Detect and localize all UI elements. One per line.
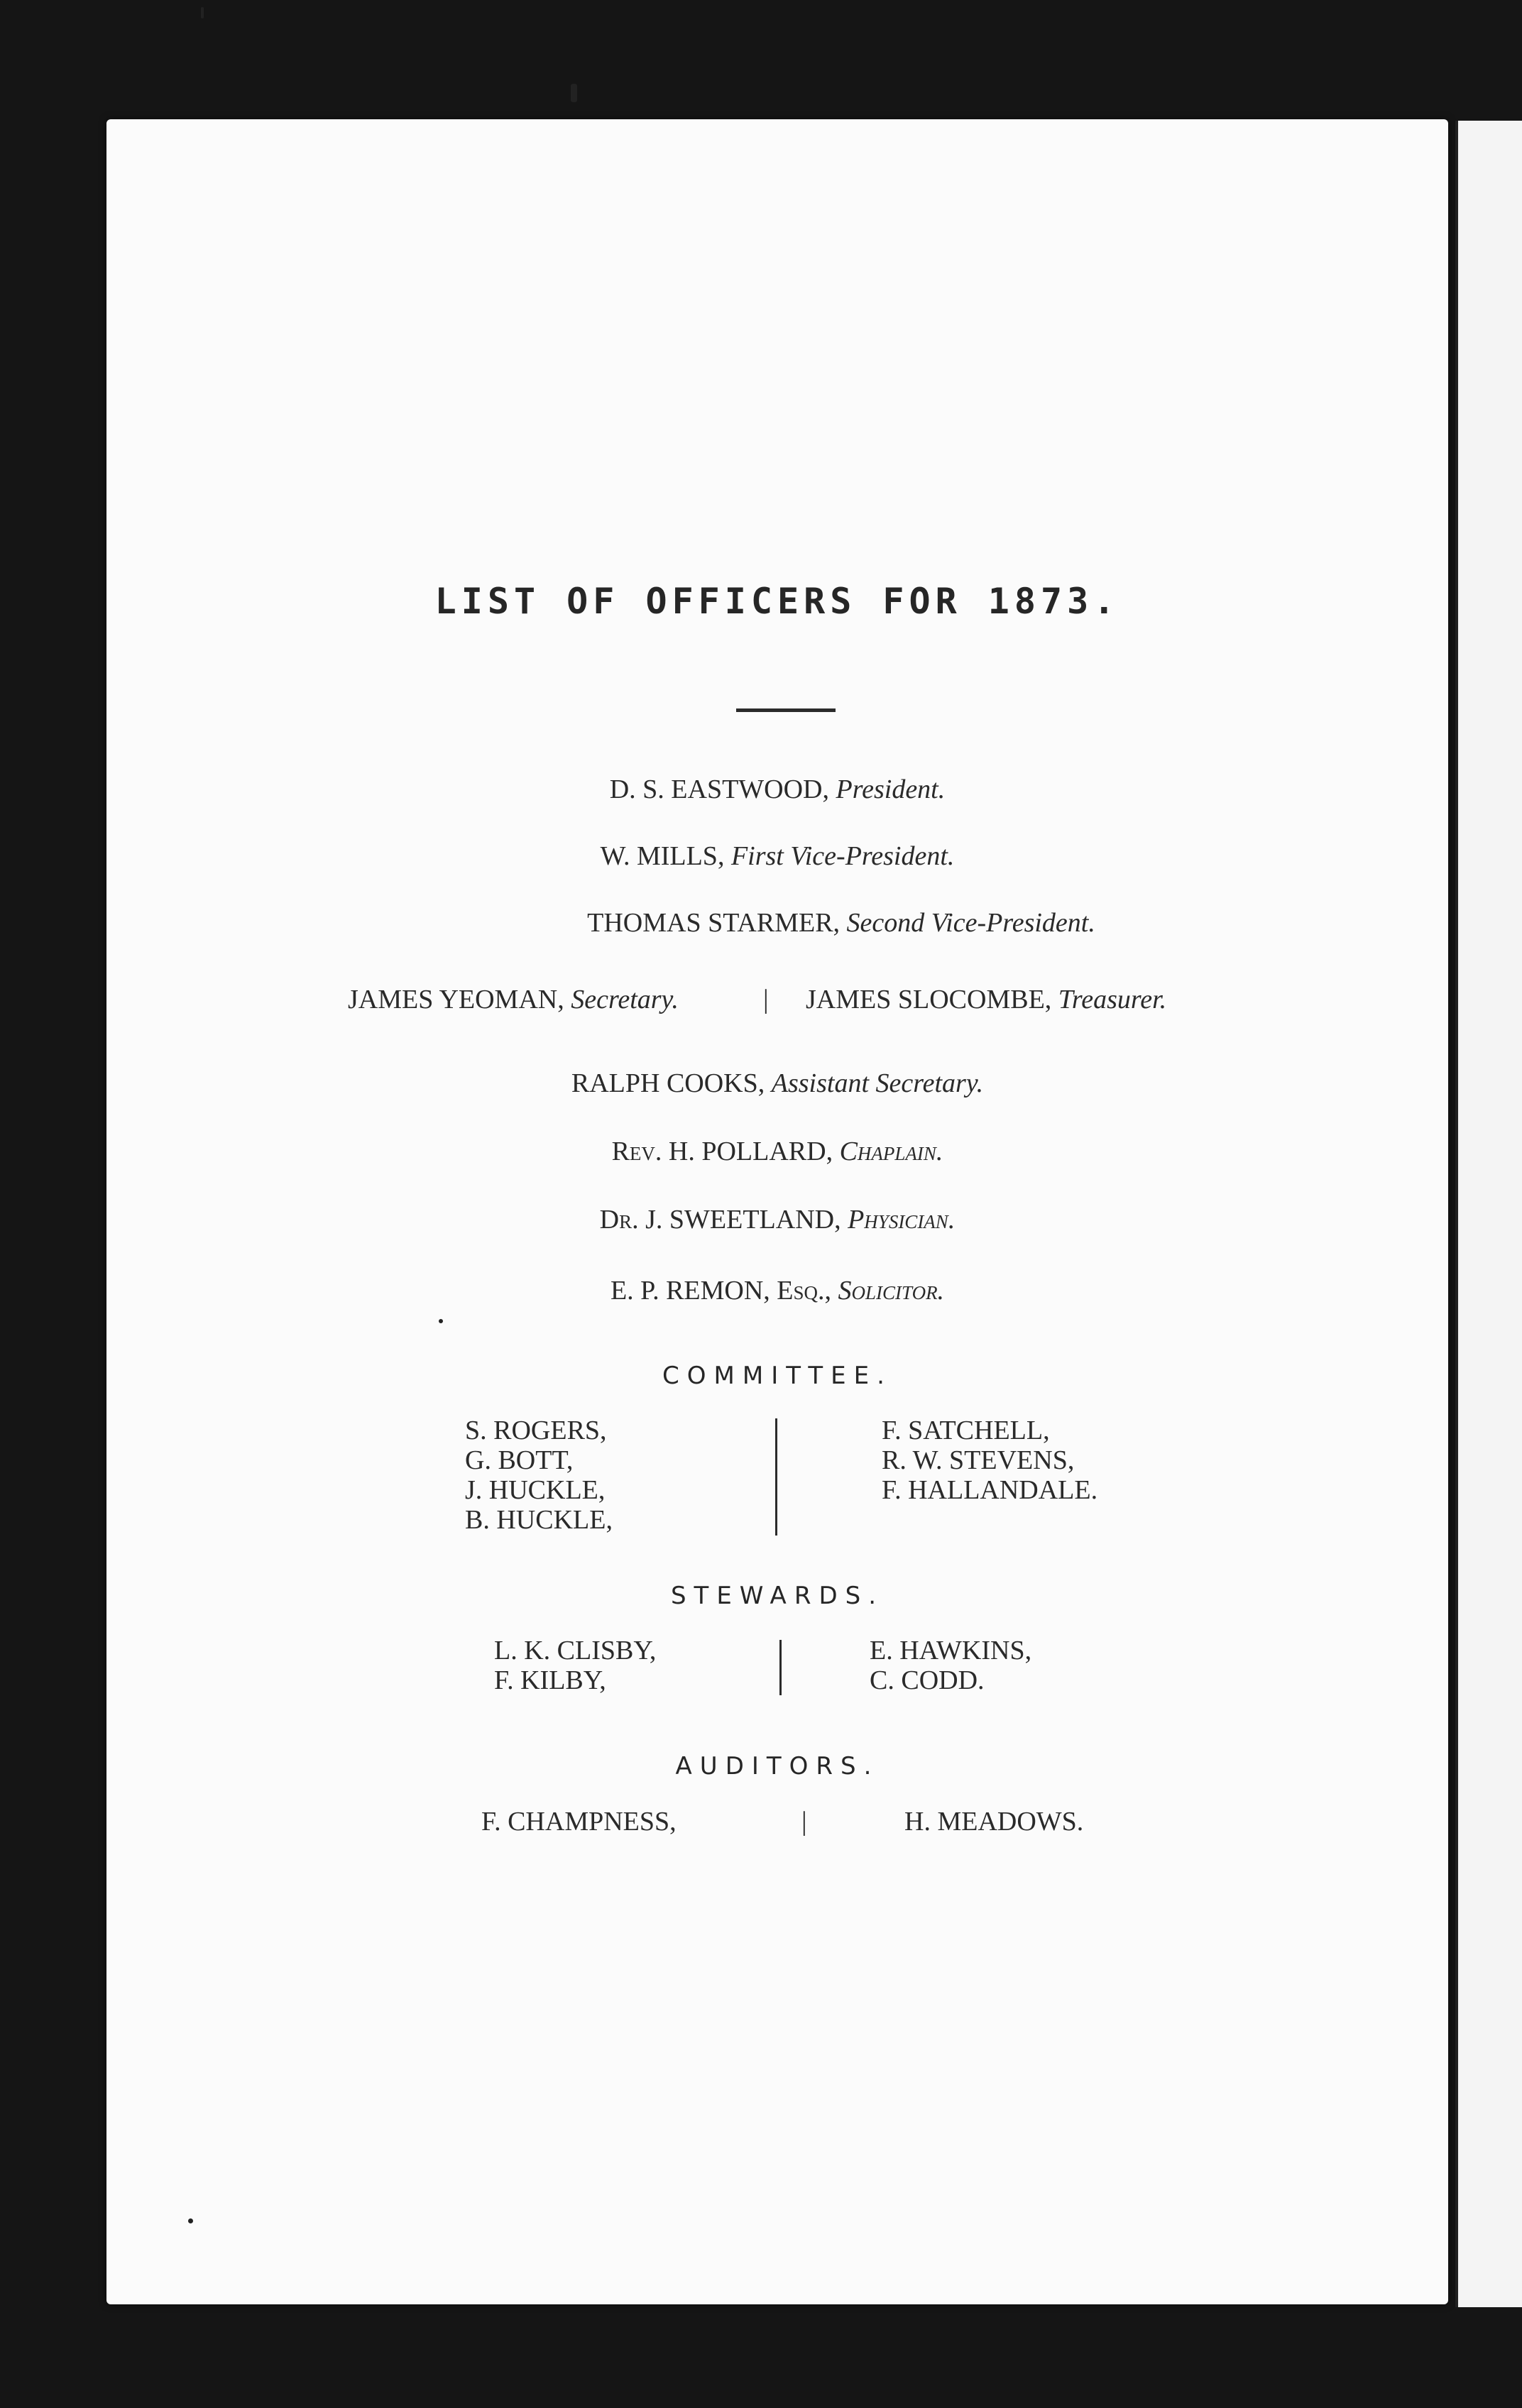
treasurer-entry [806,984,1166,1015]
committee-right-column [882,1416,1097,1505]
auditors-heading: AUDITORS. [675,1752,880,1780]
committee-member: F. HALLANDALE. [882,1475,1098,1505]
officer-role: First Vice-President. [730,841,955,871]
title-rule [736,708,836,712]
officer-role: Solicitor. [838,1276,945,1306]
committee-member: J. HUCKLE, [465,1475,606,1505]
officer-solicitor [106,1275,1448,1306]
auditor: F. CHAMPNESS, [481,1807,677,1837]
committee-member: F. SATCHELL, [882,1416,1050,1445]
officer-role: Assistant Secretary. [771,1068,984,1098]
officer-role: Treasurer. [1058,985,1167,1014]
stewards-heading: STEWARDS. [670,1582,885,1610]
scan-speck [439,1319,443,1323]
committee-member: B. HUCKLE, [465,1505,613,1535]
officer-name: D. S. EASTWOOD, [609,775,830,804]
officer-president [106,774,1448,805]
committee-member: G. BOTT, [465,1445,574,1475]
officer-name: E. P. REMON, Esq., [610,1276,832,1306]
officer-role: Chaplain. [839,1137,943,1166]
scan-speck [571,84,577,102]
page-title: LIST OF OFFICERS FOR 1873. [434,581,1120,622]
steward: F. KILBY, [494,1665,606,1695]
committee-divider [775,1418,777,1536]
committee-member: S. ROGERS, [465,1416,607,1445]
officer-role: President. [836,775,946,804]
document-page [106,119,1448,2304]
auditor: H. MEADOWS. [904,1807,1084,1837]
column-separator: | [801,1807,807,1837]
steward: E. HAWKINS, [870,1636,1032,1665]
officer-role: Secretary. [571,985,679,1014]
officer-physician [106,1204,1448,1235]
steward: L. K. CLISBY, [494,1636,657,1665]
officer-chaplain [106,1136,1448,1167]
committee-left-column [465,1416,613,1535]
officer-name: Dr. J. SWEETLAND, [599,1205,841,1235]
adjacent-page-edge [1455,121,1522,2307]
column-separator: | [763,985,769,1014]
officer-name: JAMES YEOMAN, [348,985,564,1014]
page-content [106,119,1448,2304]
steward: C. CODD. [870,1665,985,1695]
committee-heading: COMMITTEE. [662,1362,892,1390]
committee-member: R. W. STEVENS, [882,1445,1075,1475]
scan-speck [201,7,204,18]
officer-first-vice-president [106,841,1448,872]
officer-name: THOMAS STARMER, [587,908,841,938]
secretary-entry [348,984,679,1015]
officer-name: Rev. H. POLLARD, [611,1137,833,1166]
stewards-right-column [870,1636,1031,1695]
officer-role: Physician. [848,1205,956,1235]
stewards-divider [779,1640,782,1695]
officer-name: W. MILLS, [600,841,725,871]
stewards-left-column [494,1636,656,1695]
officer-second-vice-president [106,907,1448,938]
officer-assistant-secretary [106,1068,1448,1099]
officer-name: RALPH COOKS, [571,1068,765,1098]
officer-role: Second Vice-President. [846,908,1095,938]
officer-name: JAMES SLOCOMBE, [806,985,1052,1014]
scan-speck [188,2218,193,2223]
